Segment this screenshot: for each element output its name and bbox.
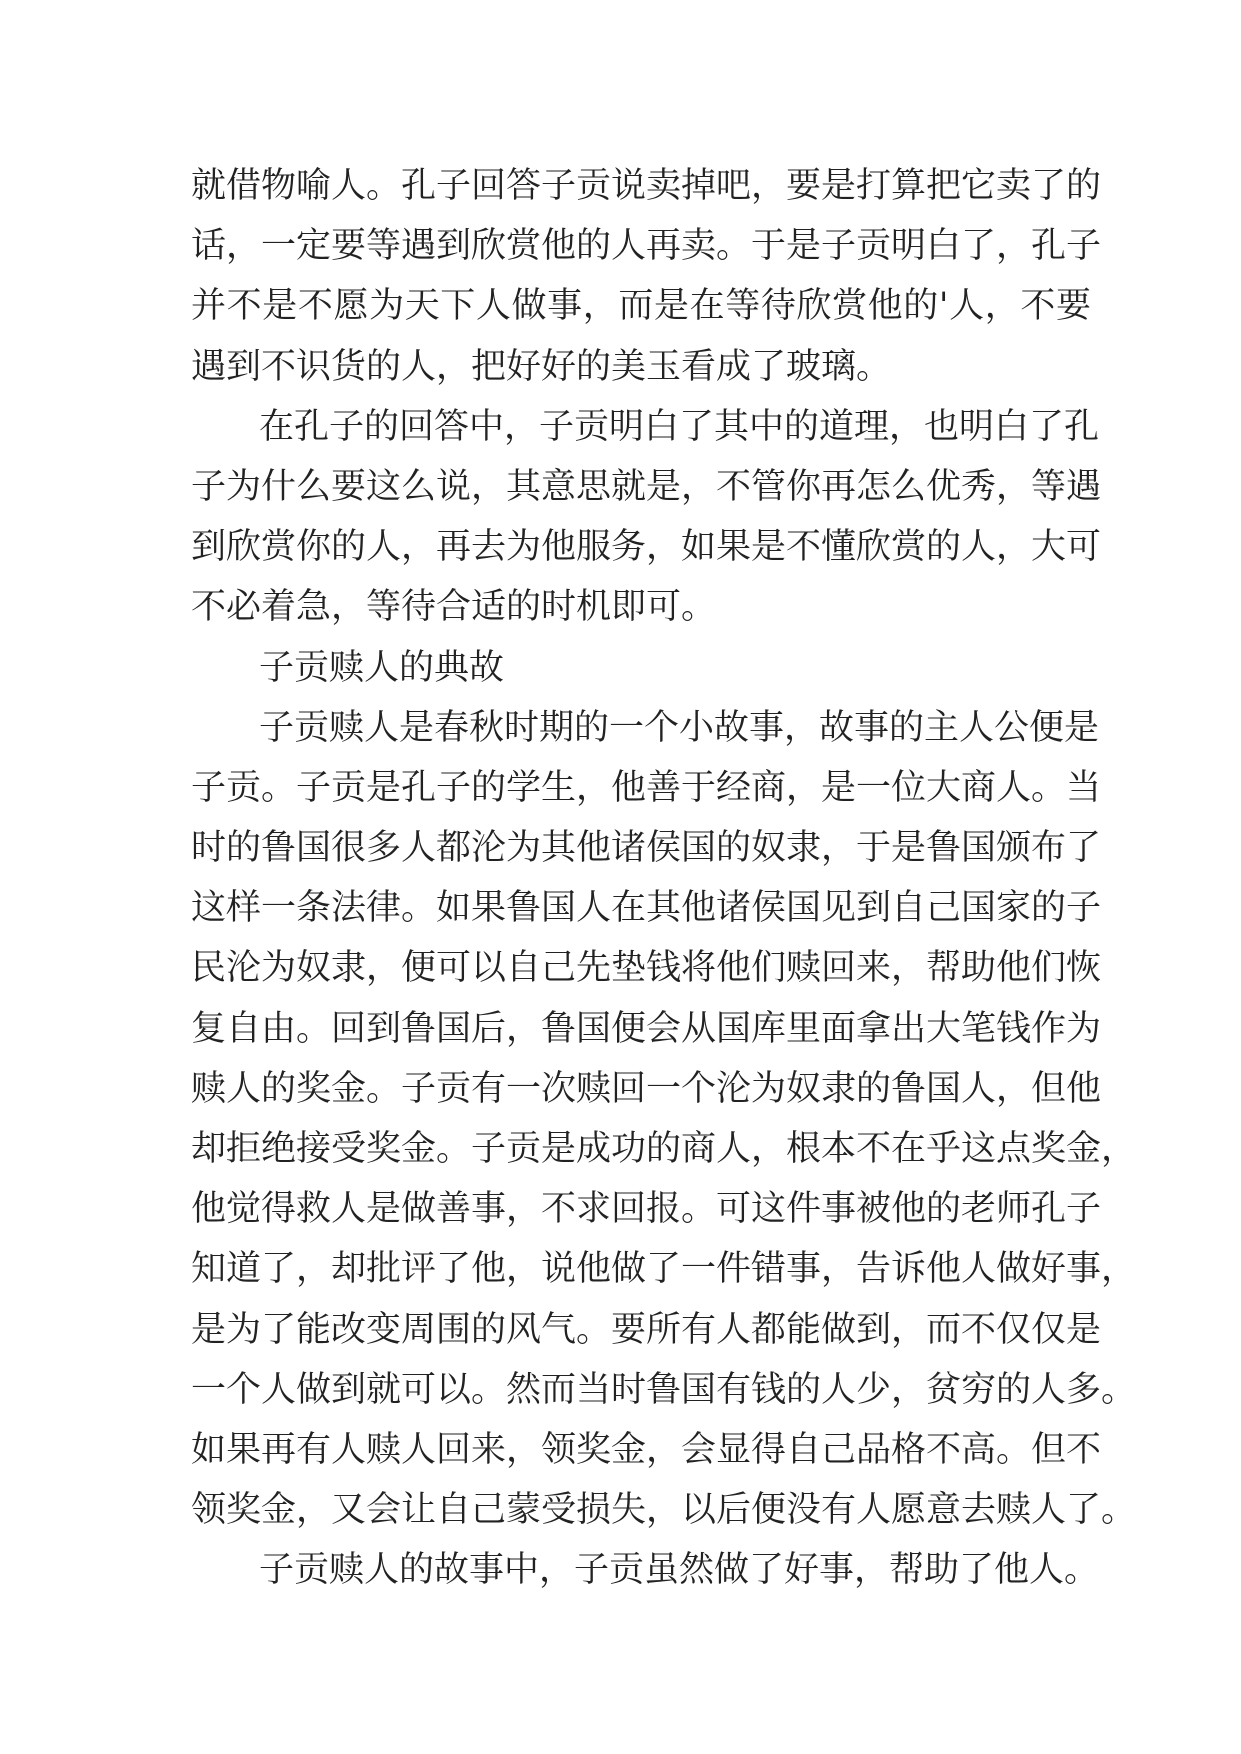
text-line: 子贡赎人是春秋时期的一个小故事，故事的主人公便是 [259,707,1100,748]
text-line: 如果再有人赎人回来，领奖金，会显得自己品格不高。但不 [191,1429,1102,1470]
text-line: 知道了，却批评了他，说他做了一件错事，告诉他人做好事， [191,1249,1137,1290]
text-line: 子为什么要这么说，其意思就是，不管你再怎么优秀，等遇 [191,466,1102,507]
text-line: 却拒绝接受奖金。子贡是成功的商人，根本不在乎这点奖金， [191,1129,1137,1169]
text-line: 不必着急，等待合适的时机即可。 [191,587,717,628]
text-line: 是为了能改变周围的风气。要所有人都能做到，而不仅仅是 [191,1309,1102,1350]
text-line: 一个人做到就可以。然而当时鲁国有钱的人少，贫穷的人多。 [191,1369,1137,1410]
body-text [191,156,1137,1601]
text-line: 到欣赏你的人，再去为他服务，如果是不懂欣赏的人，大可 [191,527,1102,568]
text-line: 并不是不愿为天下人做事，而是在等待欣赏他的'人，不要 [191,286,1091,327]
text-line: 复自由。回到鲁国后，鲁国便会从国库里面拿出大笔钱作为 [191,1008,1102,1049]
text-line: 赎人的奖金。子贡有一次赎回一个沦为奴隶的鲁国人，但他 [191,1068,1102,1109]
text-line: 在孔子的回答中，子贡明白了其中的道理，也明白了孔 [259,406,1100,447]
text-line: 就借物喻人。孔子回答子贡说卖掉吧，要是打算把它卖了的 [191,166,1102,206]
text-line: 民沦为奴隶，便可以自己先垫钱将他们赎回来，帮助他们恢 [191,948,1102,989]
text-line: 领奖金，又会让自己蒙受损失，以后便没有人愿意去赎人了。 [191,1490,1137,1531]
text-line: 话，一定要等遇到欣赏他的人再卖。于是子贡明白了，孔子 [191,226,1102,267]
text-line: 这样一条法律。如果鲁国人在其他诸侯国见到自己国家的子 [191,888,1102,929]
text-line: 时的鲁国很多人都沦为其他诸侯国的奴隶，于是鲁国颁布了 [191,828,1102,869]
text-line: 子贡赎人的故事中，子贡虽然做了好事，帮助了他人。 [259,1550,1100,1591]
text-line: 子贡。子贡是孔子的学生，他善于经商，是一位大商人。当 [191,767,1102,808]
text-line: 遇到不识货的人，把好好的美玉看成了玻璃。 [191,346,892,387]
text-line: 他觉得救人是做善事，不求回报。可这件事被他的老师孔子 [191,1189,1102,1230]
section-heading: 子贡赎人的典故 [259,647,505,688]
